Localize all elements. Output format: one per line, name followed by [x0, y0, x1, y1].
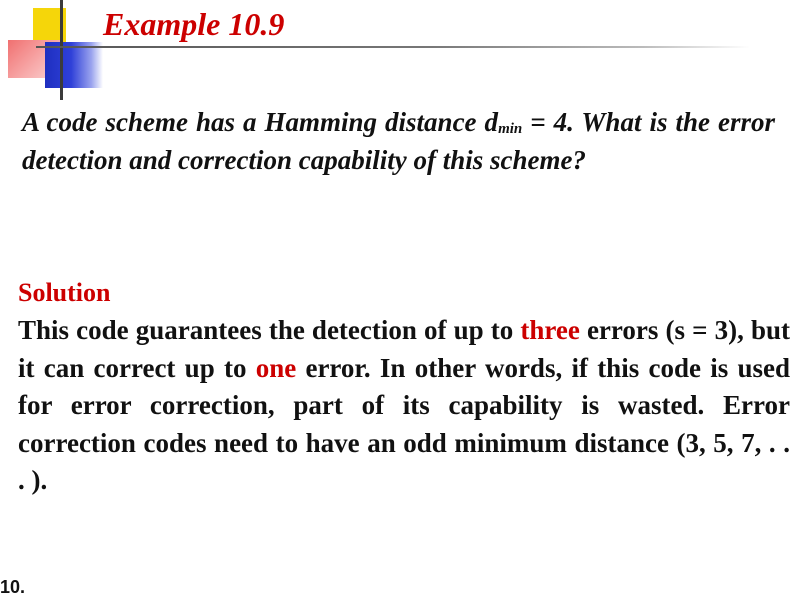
question-text-before: A code scheme has a Hamming distance d — [22, 107, 499, 137]
solution-part-1: This code guarantees the detection of up to — [18, 315, 521, 345]
solution-text — [18, 312, 790, 500]
solution-part-3: error. In other words, if this code is used for error correction, part of its capability is wasted. Error correction codes need to have an odd minimum distance (3, 5, 7, . . . ). — [18, 352, 790, 495]
solution-part-2: errors (s = 3), but it can correct up to — [18, 315, 790, 383]
title-underline — [36, 46, 750, 48]
solution-heading: Solution — [18, 278, 111, 307]
dmin-subscript: min — [498, 121, 523, 137]
highlight-one: one — [255, 352, 297, 383]
slide-title: Example 10.9 — [103, 6, 285, 42]
decorative-blue-square — [45, 42, 103, 88]
page-number: 10. — [0, 577, 26, 597]
highlight-three: three — [520, 315, 580, 345]
question-text-after: = 4. What is the error detection and correction capability of this scheme? — [22, 107, 775, 175]
decorative-vertical-line — [60, 0, 63, 100]
question-text — [22, 103, 775, 179]
